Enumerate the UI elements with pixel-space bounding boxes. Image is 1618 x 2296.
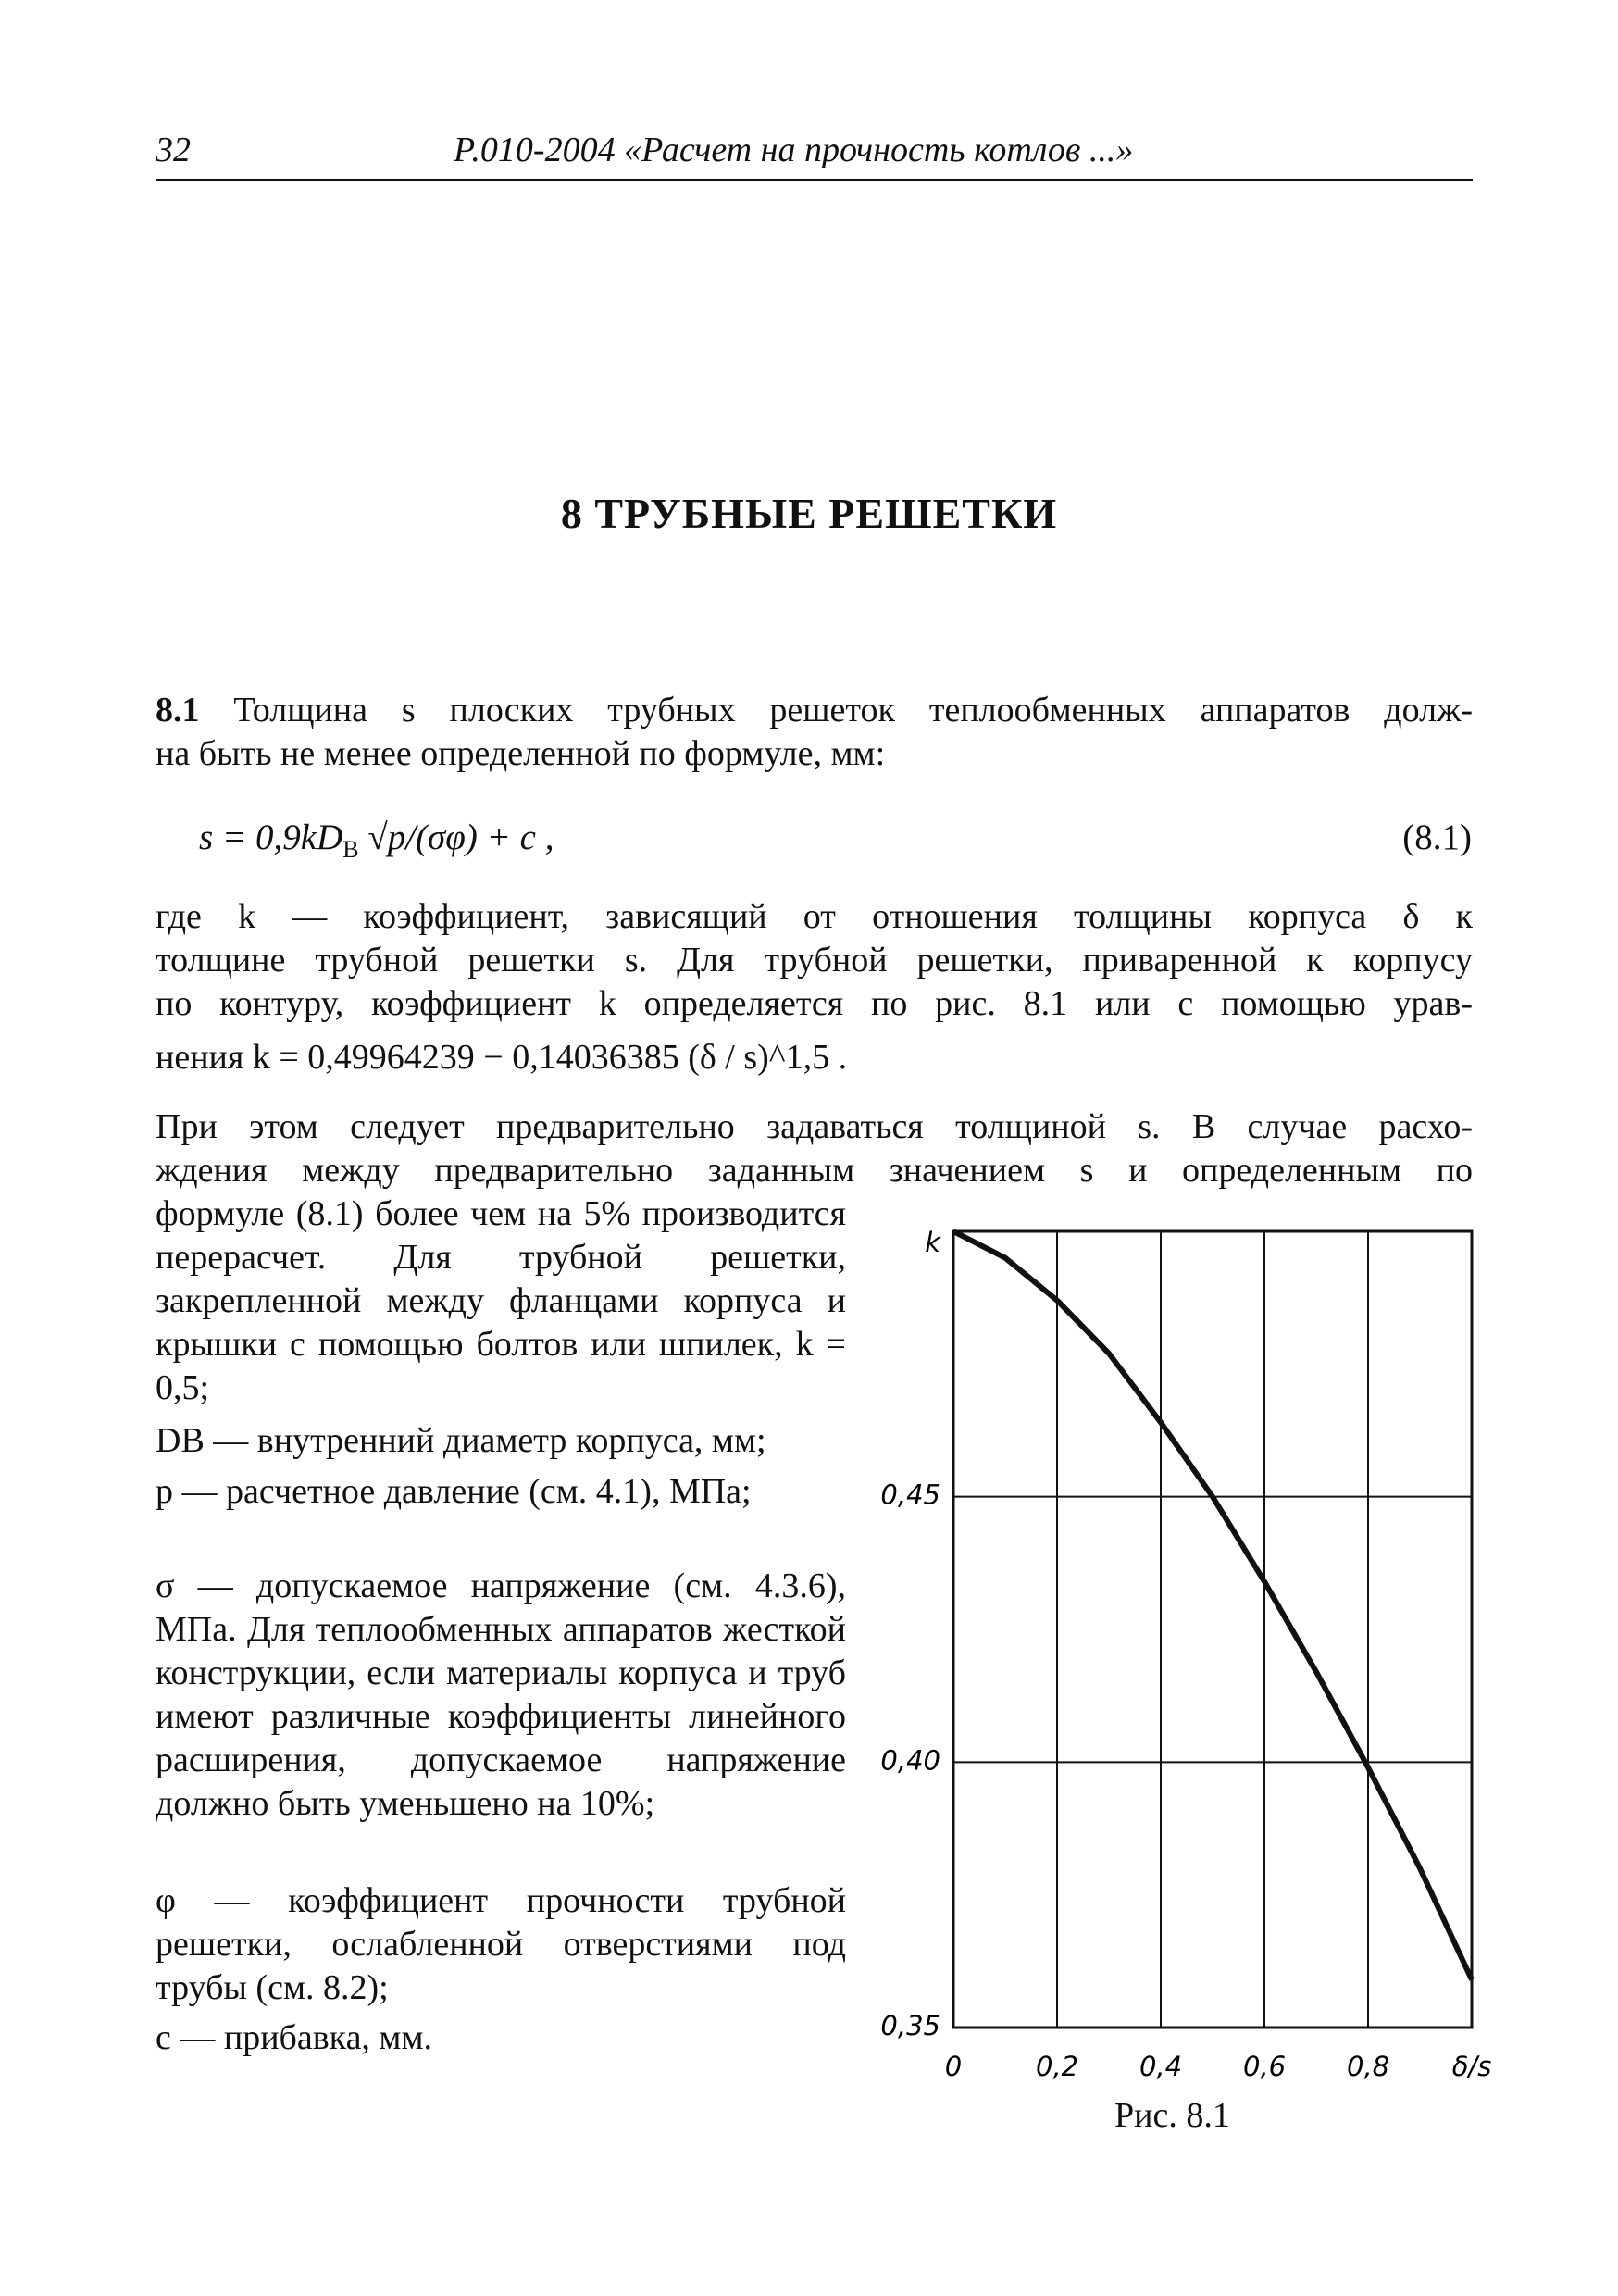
x-tick-label: δ/s [1451, 2051, 1492, 2082]
left-col-p2: DВ — внутренний диаметр корпуса, мм; [156, 1421, 766, 1460]
left-col-p6: c — прибавка, мм. [156, 2018, 433, 2057]
series-line-k [953, 1231, 1472, 1979]
figure-8-1-chart [870, 1204, 1492, 2092]
recalc-line1: При этом следует предварительно задаваться толщиной s. В случае расхо- [156, 1107, 1473, 1146]
x-tick-label: 0,6 [1242, 2051, 1287, 2082]
header-rule [156, 179, 1473, 181]
left-col-p1: формуле (8.1) более чем на 5% производится перерасчет. Для трубной решетки, закрепленной между фланцами корпуса и крышки с помощью болтов или шпилек, k = 0,5; [156, 1194, 846, 1407]
x-tick-label: 0,2 [1035, 2051, 1079, 2082]
y-tick-label: 0,35 [880, 2010, 940, 2041]
y-tick-label: 0,40 [880, 1744, 940, 1777]
para-8-1-text: Толщина s плоских трубных решеток теплообменных аппаратов долж- [233, 691, 1473, 730]
left-col-p5: φ — коэффициент прочности трубной решетки, ослабленной отверстиями под трубы (см. 8.2); [156, 1881, 846, 2007]
left-col-p3: p — расчетное давление (см. 4.1), МПа; [156, 1472, 752, 1511]
page-number: 32 [156, 131, 191, 169]
formula-lhs: s = 0,9kD [199, 817, 343, 857]
y-tick-label: k [925, 1227, 940, 1258]
y-tick-label: 0,45 [880, 1479, 940, 1511]
plot-frame [953, 1231, 1472, 2028]
para-number: 8.1 [156, 691, 200, 730]
where-line4: нения k = 0,49964239 − 0,14036385 (δ / s)^1,5 . [156, 1038, 848, 1077]
recalc-line2: ждения между предварительно заданным значением s и определенным по [156, 1151, 1473, 1190]
x-tick-label: 0,4 [1139, 2051, 1183, 2082]
x-tick-label: 0,8 [1346, 2051, 1390, 2082]
para-8-1-line1 [156, 689, 1473, 732]
where-line2: толщине трубной решетки s. Для трубной решетки, приваренной к корпусу [156, 941, 1473, 980]
equation-number: (8.1) [1402, 817, 1472, 857]
formula-rhs: √p/(σφ) + c , [367, 817, 554, 857]
section-title: 8 ТРУБНЫЕ РЕШЕТКИ [560, 490, 1058, 537]
formula-subscript: В [342, 835, 359, 863]
figure-caption: Рис. 8.1 [1114, 2096, 1230, 2135]
left-col-p4: σ — допускаемое напряжение (см. 4.3.6), МПа. Для теплообменных аппаратов жесткой конструкции, если материалы корпуса и труб имеют различные коэффициенты линейного расширения, допускаемое напряжение должно быть уменьшено на 10%; [156, 1566, 846, 1823]
where-line1: где k — коэффициент, зависящий от отношения толщины корпуса δ к [156, 897, 1473, 936]
x-tick-label: 0 [944, 2051, 963, 2082]
para-8-1-line2: на быть не менее определенной по формуле, мм: [156, 734, 886, 773]
where-line3: по контуру, коэффициент k определяется по рис. 8.1 или с помощью урав- [156, 984, 1473, 1023]
running-title: Р.010-2004 «Расчет на прочность котлов ...» [454, 131, 1134, 169]
formula-8-1 [199, 817, 554, 864]
